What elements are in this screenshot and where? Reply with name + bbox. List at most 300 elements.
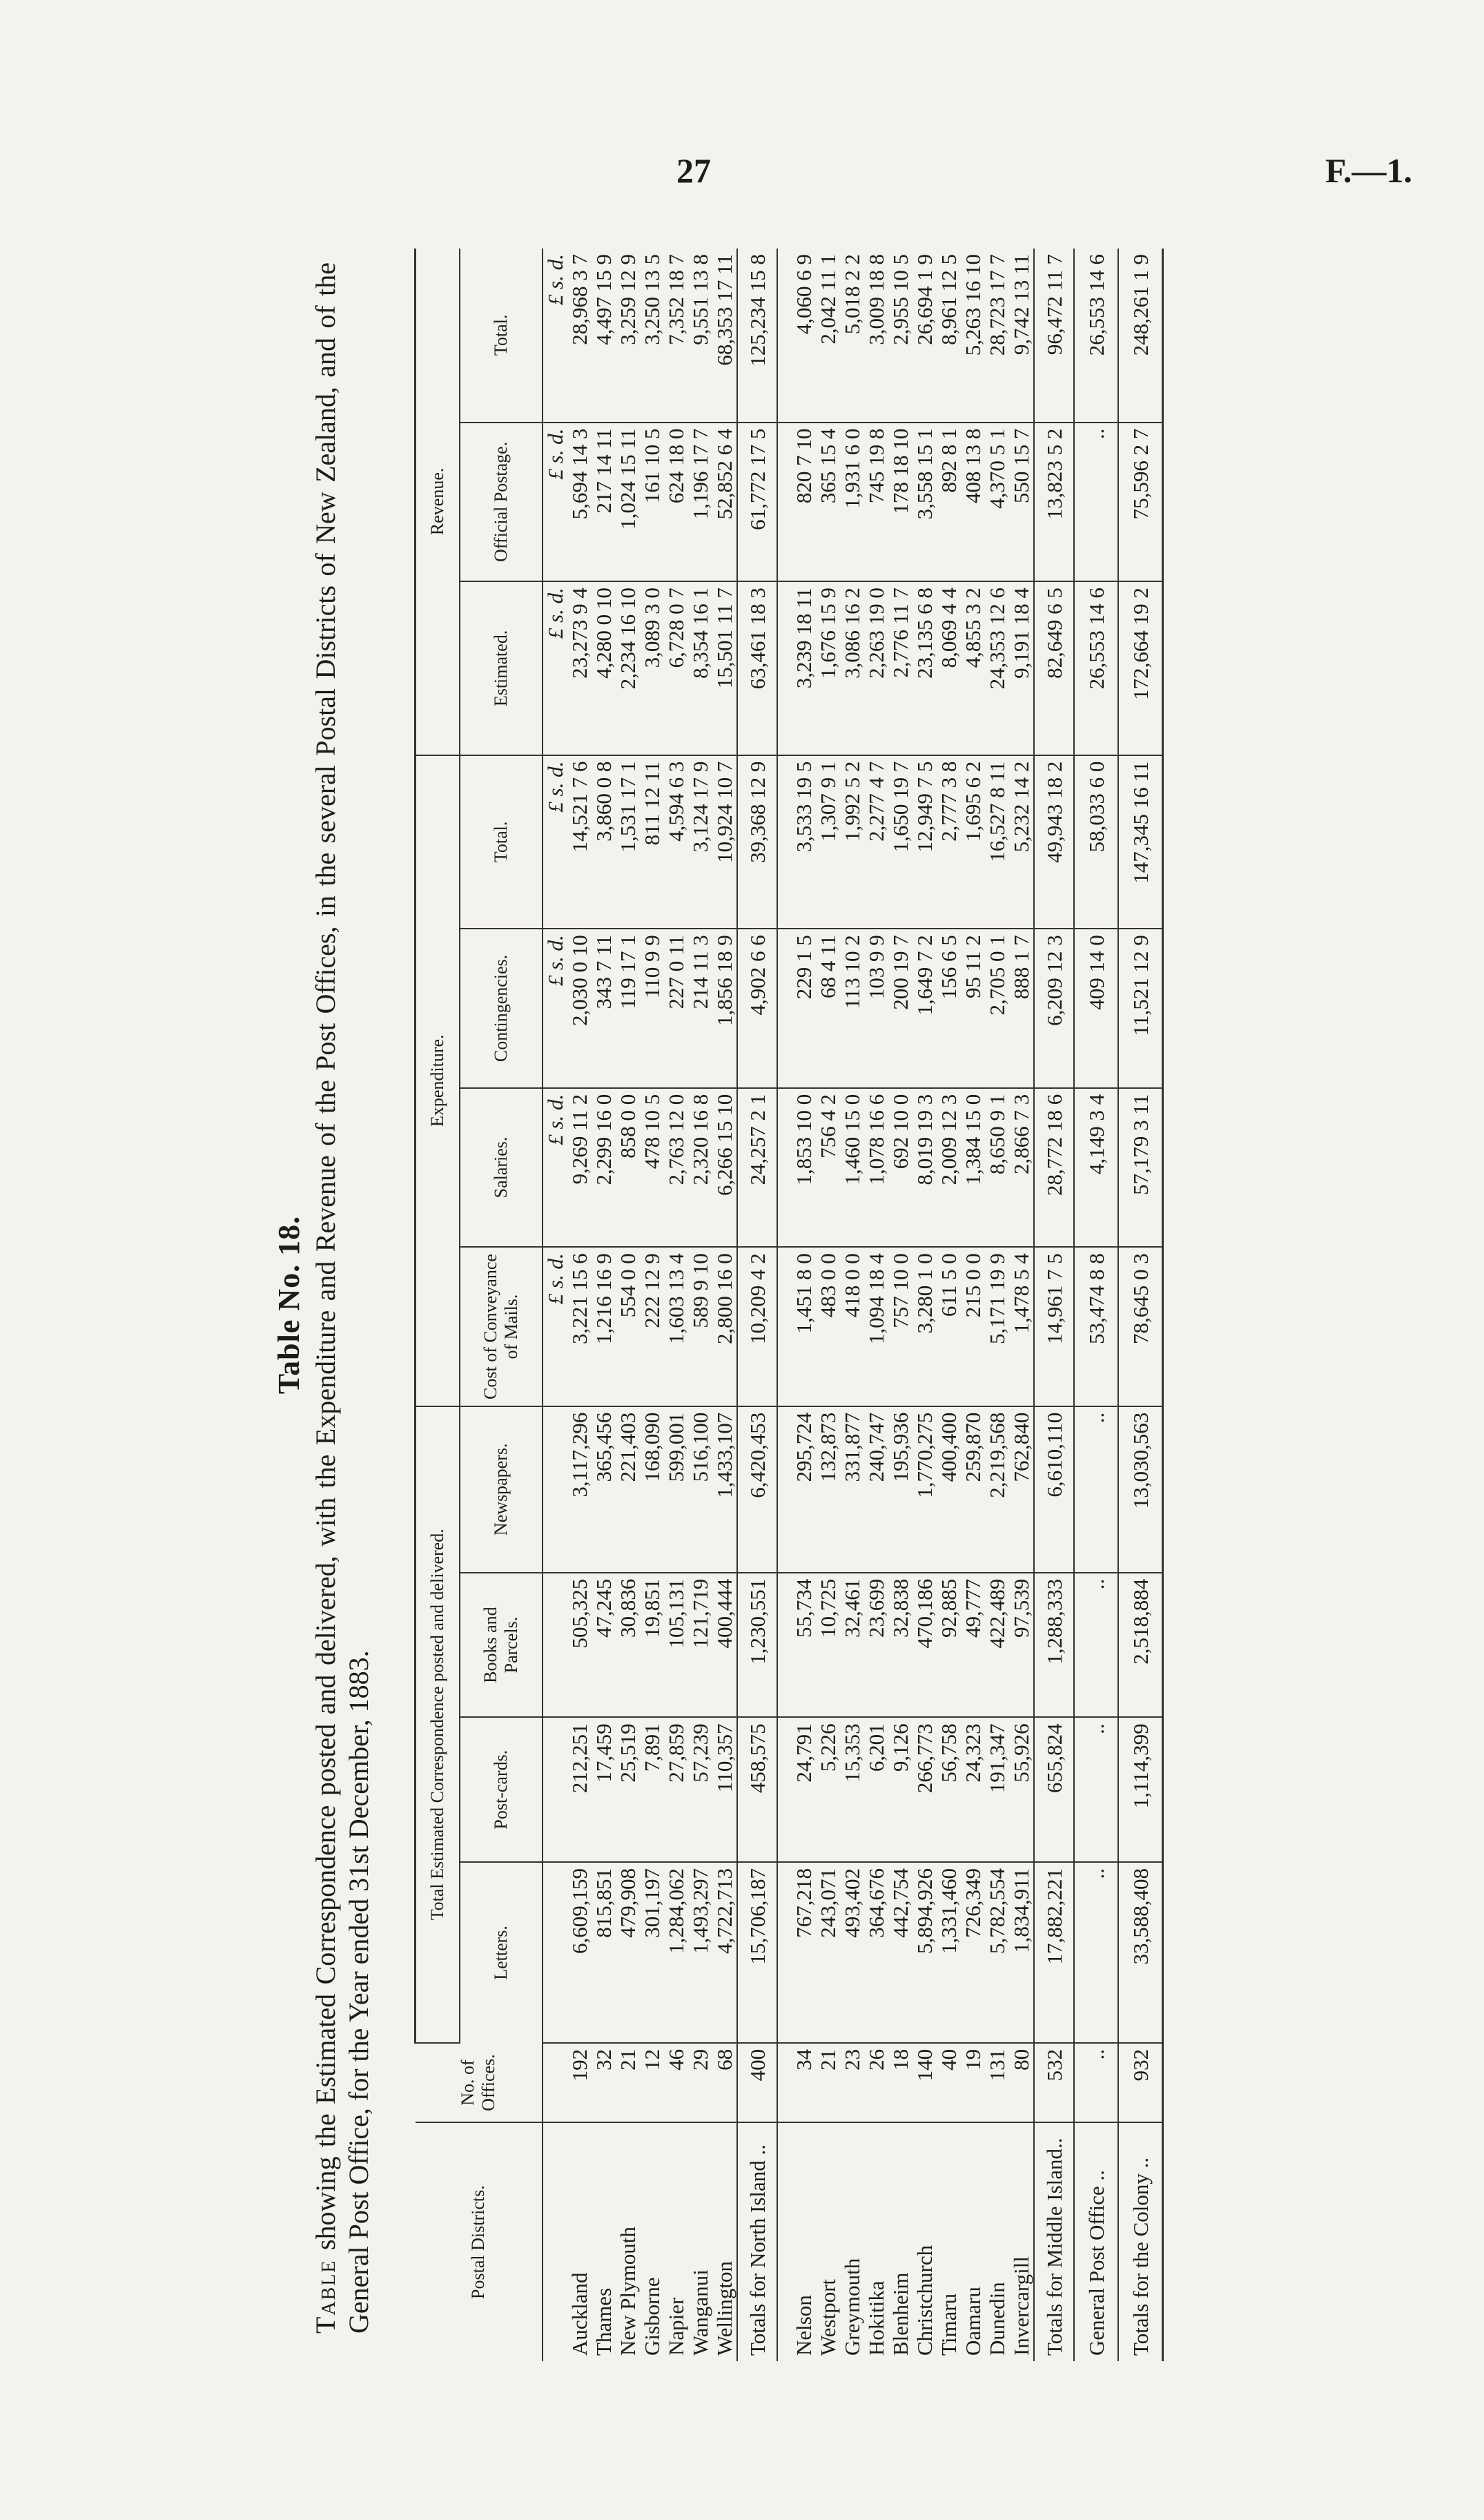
cell-books: 49,777 [961, 1573, 985, 1718]
cell-estimated: 2,776 11 7 [888, 581, 912, 755]
cell-salaries: 8,650 9 1 [985, 1088, 1009, 1248]
cell-contingencies: 6,209 12 3 [1034, 929, 1074, 1088]
cell-conveyance: 1,216 16 9 [592, 1247, 616, 1406]
table-row [961, 249, 985, 2361]
cell-rev-total: 68,353 17 11 [712, 249, 737, 423]
cell-rev-total: 4,060 6 9 [792, 249, 816, 423]
cell-letters: 815,851 [592, 1862, 616, 2043]
cell-district: Timaru [937, 2293, 961, 2356]
cell-salaries: 756 4 2 [816, 1088, 840, 1248]
cell-letters: 243,071 [816, 1862, 840, 2043]
cell-newspapers: .. [1074, 1406, 1118, 1573]
cell-official: 5,694 14 3 [567, 423, 592, 582]
cell-district: Invercargill [1009, 2256, 1033, 2356]
header-group-correspondence: Total Estimated Correspondence posted and delivered. [416, 1406, 460, 2043]
cell-rev-total: 96,472 11 7 [1034, 249, 1074, 423]
cell-official: 365 15 4 [816, 423, 840, 582]
cell-district: Hokitika [864, 2280, 888, 2356]
cell-conveyance: 3,221 15 6 [567, 1247, 592, 1406]
cell-newspapers: 2,219,568 [985, 1406, 1009, 1573]
cell-district: Dunedin [985, 2282, 1009, 2356]
cell-books: 422,489 [985, 1573, 1009, 1718]
header-official: Official Postage. [460, 423, 543, 582]
cell-letters: 364,676 [864, 1862, 888, 2043]
cell-contingencies: 2,030 0 10 [567, 929, 592, 1088]
cell-postcards: 57,239 [688, 1717, 712, 1862]
cell-letters: 5,782,554 [985, 1862, 1009, 2043]
cell-offices: 23 [840, 2043, 864, 2122]
cell-newspapers: 295,724 [792, 1406, 816, 1573]
cell-contingencies: 68 4 11 [816, 929, 840, 1088]
cell-conveyance: 215 0 0 [961, 1247, 985, 1406]
cell-letters: 33,588,408 [1118, 1862, 1163, 2043]
cell-rev-total: 28,968 3 7 [567, 249, 592, 423]
table-row [816, 249, 840, 2361]
cell-newspapers: 3,117,296 [567, 1406, 592, 1573]
cell-official: 4,370 5 1 [985, 423, 1009, 582]
cell-newspapers: 365,456 [592, 1406, 616, 1573]
cell-offices: 34 [792, 2043, 816, 2122]
cell-contingencies: 200 19 7 [888, 929, 912, 1088]
cell-district: Greymouth [840, 2258, 864, 2356]
cell-salaries: 2,320 16 8 [688, 1088, 712, 1248]
rotated-table-block [269, 235, 1180, 2375]
header-postcards: Post-cards. [460, 1717, 543, 1862]
cell-postcards: 17,459 [592, 1717, 616, 1862]
cell-district: Oamaru [961, 2287, 985, 2356]
cell-postcards: 458,575 [737, 1717, 777, 1862]
cell-letters: 726,349 [961, 1862, 985, 2043]
cell-books: 505,325 [567, 1573, 592, 1718]
cell-district: Wanganui [688, 2269, 712, 2356]
cell-postcards: 7,891 [640, 1717, 664, 1862]
header-district: Postal Districts. [416, 2122, 543, 2361]
header-letters: Letters. [460, 1862, 543, 2043]
table-body [567, 249, 1163, 2361]
cell-rev-total: 26,694 1 9 [912, 249, 937, 423]
cell-estimated: 15,501 11 7 [712, 581, 737, 755]
cell-letters: 4,722,713 [712, 1862, 737, 2043]
cell-salaries: 2,866 7 3 [1009, 1088, 1034, 1248]
cell-books: 32,838 [888, 1573, 912, 1718]
cell-conveyance: 5,171 19 9 [985, 1247, 1009, 1406]
cell-district: General Post Office .. [1074, 2122, 1118, 2361]
table-row [937, 249, 961, 2361]
cell-district: Gisborne [640, 2277, 664, 2356]
cell-newspapers: 1,433,107 [712, 1406, 737, 1573]
cell-salaries: 4,149 3 4 [1074, 1088, 1118, 1248]
cell-official: 217 14 11 [592, 423, 616, 582]
cell-conveyance: 10,209 4 2 [737, 1247, 777, 1406]
cell-salaries: 57,179 3 11 [1118, 1088, 1163, 1248]
colony-total-row [1118, 249, 1163, 2361]
cell-offices: 21 [816, 2043, 840, 2122]
cell-postcards: 25,519 [616, 1717, 640, 1862]
cell-newspapers: 6,610,110 [1034, 1406, 1074, 1573]
header-salaries: Salaries. [460, 1088, 543, 1248]
cell-offices: 131 [985, 2043, 1009, 2122]
cell-offices: 18 [888, 2043, 912, 2122]
units-conveyance: £ s. d. [543, 1247, 567, 1406]
cell-conveyance: 1,478 5 4 [1009, 1247, 1034, 1406]
cell-conveyance: 483 0 0 [816, 1247, 840, 1406]
cell-salaries: 478 10 5 [640, 1088, 664, 1248]
cell-postcards: 266,773 [912, 1717, 937, 1862]
cell-exp-total: 58,033 6 0 [1074, 755, 1118, 929]
cell-conveyance: 78,645 0 3 [1118, 1247, 1163, 1406]
cell-district: Auckland [567, 2272, 592, 2356]
cell-estimated: 4,855 3 2 [961, 581, 985, 755]
cell-estimated: 3,089 3 0 [640, 581, 664, 755]
table-row [840, 249, 864, 2361]
cell-postcards: 24,791 [792, 1717, 816, 1862]
cell-rev-total: 9,742 13 11 [1009, 249, 1034, 423]
header-group-expenditure: Expenditure. [416, 755, 460, 1406]
cell-official: 624 18 0 [664, 423, 688, 582]
cell-salaries: 28,772 18 6 [1034, 1088, 1074, 1248]
cell-postcards: 1,114,399 [1118, 1717, 1163, 1862]
cell-district: Totals for Middle Island.. [1034, 2122, 1074, 2361]
cell-books: 23,699 [864, 1573, 888, 1718]
cell-rev-total: 4,497 15 9 [592, 249, 616, 423]
units-exp-total: £ s. d. [543, 755, 567, 929]
cell-estimated: 24,353 12 6 [985, 581, 1009, 755]
cell-estimated: 1,676 15 9 [816, 581, 840, 755]
cell-newspapers: 1,770,275 [912, 1406, 937, 1573]
cell-letters: 1,493,297 [688, 1862, 712, 2043]
cell-exp-total: 12,949 7 5 [912, 755, 937, 929]
cell-estimated: 3,239 18 11 [792, 581, 816, 755]
cell-books: 55,734 [792, 1573, 816, 1718]
cell-offices: 140 [912, 2043, 937, 2122]
cell-letters: 6,609,159 [567, 1862, 592, 2043]
table-row [688, 249, 712, 2361]
cell-rev-total: 2,042 11 1 [816, 249, 840, 423]
cell-letters: 1,284,062 [664, 1862, 688, 2043]
cell-exp-total: 2,777 3 8 [937, 755, 961, 929]
cell-books: .. [1074, 1573, 1118, 1718]
cell-offices: 932 [1118, 2043, 1163, 2122]
cell-offices: 192 [567, 2043, 592, 2122]
cell-postcards: 56,758 [937, 1717, 961, 1862]
cell-exp-total: 1,650 19 7 [888, 755, 912, 929]
cell-contingencies: 156 6 5 [937, 929, 961, 1088]
cell-estimated: 9,191 18 4 [1009, 581, 1034, 755]
cell-salaries: 1,078 16 6 [864, 1088, 888, 1248]
cell-district: Totals for the Colony .. [1118, 2122, 1163, 2361]
cell-newspapers: 132,873 [816, 1406, 840, 1573]
page-number: 27 [676, 151, 711, 190]
cell-official: 61,772 17 5 [737, 423, 777, 582]
cell-letters: 479,908 [616, 1862, 640, 2043]
cell-newspapers: 240,747 [864, 1406, 888, 1573]
cell-rev-total: 248,261 1 9 [1118, 249, 1163, 423]
units-official: £ s. d. [543, 423, 567, 582]
cell-conveyance: 611 5 0 [937, 1247, 961, 1406]
cell-exp-total: 1,695 6 2 [961, 755, 985, 929]
cell-postcards: 191,347 [985, 1717, 1009, 1862]
cell-newspapers: 6,420,453 [737, 1406, 777, 1573]
header-contingencies: Contingencies. [460, 929, 543, 1088]
cell-contingencies: 214 11 3 [688, 929, 712, 1088]
cell-exp-total: 3,860 0 8 [592, 755, 616, 929]
header-newspapers: Newspapers. [460, 1406, 543, 1573]
cell-salaries: 1,384 15 0 [961, 1088, 985, 1248]
cell-conveyance: 554 0 0 [616, 1247, 640, 1406]
cell-estimated: 3,086 16 2 [840, 581, 864, 755]
cell-books: 10,725 [816, 1573, 840, 1718]
table-row [712, 249, 737, 2361]
cell-official: 1,931 6 0 [840, 423, 864, 582]
cell-contingencies: 1,856 18 9 [712, 929, 737, 1088]
cell-letters: 493,402 [840, 1862, 864, 2043]
header-exp-total: Total. [460, 755, 543, 929]
cell-newspapers: 599,001 [664, 1406, 688, 1573]
cell-books: 97,539 [1009, 1573, 1034, 1718]
cell-exp-total: 3,533 19 5 [792, 755, 816, 929]
cell-postcards: 5,226 [816, 1717, 840, 1862]
cell-conveyance: 757 10 0 [888, 1247, 912, 1406]
cell-rev-total: 28,723 17 7 [985, 249, 1009, 423]
cell-contingencies: 227 0 11 [664, 929, 688, 1088]
cell-contingencies: 103 9 9 [864, 929, 888, 1088]
cell-district: Westport [816, 2278, 840, 2356]
cell-postcards: 6,201 [864, 1717, 888, 1862]
cell-estimated: 26,553 14 6 [1074, 581, 1118, 755]
cell-exp-total: 3,124 17 9 [688, 755, 712, 929]
cell-postcards: .. [1074, 1717, 1118, 1862]
units-salaries: £ s. d. [543, 1088, 567, 1248]
cell-offices: 68 [712, 2043, 737, 2122]
table-row [640, 249, 664, 2361]
cell-district: Wellington [712, 2261, 736, 2356]
cell-official: 13,823 5 2 [1034, 423, 1074, 582]
cell-offices: 21 [616, 2043, 640, 2122]
header-offices: No. of Offices. [416, 2043, 543, 2122]
cell-exp-total: 49,943 18 2 [1034, 755, 1074, 929]
cell-books: 32,461 [840, 1573, 864, 1718]
cell-district: Napier [664, 2297, 688, 2356]
cell-newspapers: 13,030,563 [1118, 1406, 1163, 1573]
header-estimated: Estimated. [460, 581, 543, 755]
cell-exp-total: 811 12 11 [640, 755, 664, 929]
cell-official: 75,596 2 7 [1118, 423, 1163, 582]
cell-rev-total: 3,250 13 5 [640, 249, 664, 423]
cell-books: 470,186 [912, 1573, 937, 1718]
cell-exp-total: 14,521 7 6 [567, 755, 592, 929]
cell-offices: 46 [664, 2043, 688, 2122]
cell-postcards: 655,824 [1034, 1717, 1074, 1862]
cell-rev-total: 5,263 16 10 [961, 249, 985, 423]
cell-conveyance: 14,961 7 5 [1034, 1247, 1074, 1406]
cell-books: 121,719 [688, 1573, 712, 1718]
cell-postcards: 27,859 [664, 1717, 688, 1862]
cell-official: .. [1074, 423, 1118, 582]
cell-contingencies: 229 1 5 [792, 929, 816, 1088]
cell-district: Blenheim [888, 2272, 912, 2356]
cell-exp-total: 2,277 4 7 [864, 755, 888, 929]
cell-district: Christchurch [912, 2245, 937, 2356]
table-row [864, 249, 888, 2361]
cell-postcards: 9,126 [888, 1717, 912, 1862]
header-conveyance: Cost of Conveyance of Mails. [460, 1247, 543, 1406]
general-post-office-row [1074, 249, 1118, 2361]
cell-exp-total: 5,232 14 2 [1009, 755, 1034, 929]
table-row [1009, 249, 1034, 2361]
middle-island-total-row [1034, 249, 1074, 2361]
cell-rev-total: 8,961 12 5 [937, 249, 961, 423]
cell-estimated: 63,461 18 3 [737, 581, 777, 755]
cell-books: 30,836 [616, 1573, 640, 1718]
cell-official: 1,196 17 7 [688, 423, 712, 582]
units-rev-total: £ s. d. [543, 249, 567, 423]
header-rev-total: Total. [460, 249, 543, 423]
cell-newspapers: 221,403 [616, 1406, 640, 1573]
cell-contingencies: 110 9 9 [640, 929, 664, 1088]
cell-official: 745 19 8 [864, 423, 888, 582]
cell-contingencies: 119 17 1 [616, 929, 640, 1088]
cell-letters: 15,706,187 [737, 1862, 777, 2043]
cell-letters: .. [1074, 1862, 1118, 2043]
cell-official: 52,852 6 4 [712, 423, 737, 582]
cell-exp-total: 1,307 9 1 [816, 755, 840, 929]
series-code: F.—1. [1325, 151, 1412, 190]
cell-estimated: 82,649 6 5 [1034, 581, 1074, 755]
cell-postcards: 55,926 [1009, 1717, 1034, 1862]
cell-contingencies: 4,902 6 6 [737, 929, 777, 1088]
table-row [912, 249, 937, 2361]
cell-estimated: 8,354 16 1 [688, 581, 712, 755]
cell-contingencies: 113 10 2 [840, 929, 864, 1088]
cell-rev-total: 125,234 15 8 [737, 249, 777, 423]
cell-postcards: 212,251 [567, 1717, 592, 1862]
cell-books: 47,245 [592, 1573, 616, 1718]
table-row [664, 249, 688, 2361]
table-row [592, 249, 616, 2361]
cell-offices: 400 [737, 2043, 777, 2122]
cell-estimated: 172,664 19 2 [1118, 581, 1163, 755]
caption-text: showing the Estimated Correspondence posted and delivered, with the Expenditure and Revenue of the Post Offices, in the several Postal Districts of New Zealand, and of the General Post Office, for the Year ended 31st December, 1883. [310, 262, 374, 2334]
cell-books: 400,444 [712, 1573, 737, 1718]
cell-rev-total: 3,009 18 8 [864, 249, 888, 423]
cell-conveyance: 1,094 18 4 [864, 1247, 888, 1406]
cell-estimated: 2,234 16 10 [616, 581, 640, 755]
cell-official: 408 13 8 [961, 423, 985, 582]
cell-offices: 40 [937, 2043, 961, 2122]
cell-offices: 80 [1009, 2043, 1034, 2122]
cell-district: Thames [592, 2287, 616, 2356]
cell-exp-total: 4,594 6 3 [664, 755, 688, 929]
cell-district: Nelson [792, 2295, 816, 2356]
cell-offices: 32 [592, 2043, 616, 2122]
cell-district: New Plymouth [616, 2227, 640, 2356]
cell-conveyance: 418 0 0 [840, 1247, 864, 1406]
north-island-total-row [737, 249, 777, 2361]
cell-books: 2,518,884 [1118, 1573, 1163, 1718]
cell-conveyance: 222 12 9 [640, 1247, 664, 1406]
cell-exp-total: 1,992 5 2 [840, 755, 864, 929]
cell-postcards: 24,323 [961, 1717, 985, 1862]
cell-salaries: 1,853 10 0 [792, 1088, 816, 1248]
cell-letters: 767,218 [792, 1862, 816, 2043]
cell-books: 1,288,333 [1034, 1573, 1074, 1718]
table-title: Table No. 18. [272, 1215, 306, 1395]
cell-official: 550 15 7 [1009, 423, 1034, 582]
cell-contingencies: 409 14 0 [1074, 929, 1118, 1088]
cell-books: 92,885 [937, 1573, 961, 1718]
table-row [888, 249, 912, 2361]
cell-contingencies: 1,649 7 2 [912, 929, 937, 1088]
cell-official: 820 7 10 [792, 423, 816, 582]
cell-exp-total: 1,531 17 1 [616, 755, 640, 929]
cell-official: 178 18 10 [888, 423, 912, 582]
cell-salaries: 1,460 15 0 [840, 1088, 864, 1248]
cell-letters: 5,894,926 [912, 1862, 937, 2043]
cell-salaries: 2,009 12 3 [937, 1088, 961, 1248]
cell-newspapers: 195,936 [888, 1406, 912, 1573]
header-books: Books and Parcels. [460, 1573, 543, 1718]
cell-conveyance: 53,474 8 8 [1074, 1247, 1118, 1406]
cell-salaries: 9,269 11 2 [567, 1088, 592, 1248]
cell-offices: 12 [640, 2043, 664, 2122]
cell-conveyance: 1,451 8 0 [792, 1247, 816, 1406]
cell-letters: 301,197 [640, 1862, 664, 2043]
cell-rev-total: 5,018 2 2 [840, 249, 864, 423]
caption-lead: Table [310, 2259, 341, 2334]
cell-newspapers: 168,090 [640, 1406, 664, 1573]
units-contingencies: £ s. d. [543, 929, 567, 1088]
cell-estimated: 23,135 6 8 [912, 581, 937, 755]
cell-letters: 1,834,911 [1009, 1862, 1034, 2043]
cell-official: 161 10 5 [640, 423, 664, 582]
cell-offices: 532 [1034, 2043, 1074, 2122]
cell-contingencies: 2,705 0 1 [985, 929, 1009, 1088]
cell-district: Totals for North Island .. [737, 2122, 777, 2361]
cell-exp-total: 10,924 10 7 [712, 755, 737, 929]
cell-exp-total: 147,345 16 11 [1118, 755, 1163, 929]
table-row [567, 249, 592, 2361]
cell-rev-total: 7,352 18 7 [664, 249, 688, 423]
cell-letters: 17,882,221 [1034, 1862, 1074, 2043]
cell-newspapers: 516,100 [688, 1406, 712, 1573]
cell-estimated: 4,280 0 10 [592, 581, 616, 755]
cell-official: 3,558 15 1 [912, 423, 937, 582]
cell-estimated: 2,263 19 0 [864, 581, 888, 755]
cell-rev-total: 3,259 12 9 [616, 249, 640, 423]
cell-postcards: 110,357 [712, 1717, 737, 1862]
cell-newspapers: 331,877 [840, 1406, 864, 1573]
cell-letters: 1,331,460 [937, 1862, 961, 2043]
cell-offices: 26 [864, 2043, 888, 2122]
cell-official: 892 8 1 [937, 423, 961, 582]
cell-estimated: 8,069 4 4 [937, 581, 961, 755]
cell-postcards: 15,353 [840, 1717, 864, 1862]
cell-rev-total: 26,553 14 6 [1074, 249, 1118, 423]
cell-offices: 29 [688, 2043, 712, 2122]
spacer-row [777, 249, 792, 2361]
post-office-table [414, 249, 1164, 2361]
cell-contingencies: 343 7 11 [592, 929, 616, 1088]
cell-estimated: 6,728 0 7 [664, 581, 688, 755]
units-row [543, 249, 567, 2361]
cell-exp-total: 39,368 12 9 [737, 755, 777, 929]
header-group-revenue: Revenue. [416, 249, 460, 755]
cell-salaries: 2,299 16 0 [592, 1088, 616, 1248]
cell-conveyance: 3,280 1 0 [912, 1247, 937, 1406]
cell-salaries: 692 10 0 [888, 1088, 912, 1248]
cell-books: 19,851 [640, 1573, 664, 1718]
cell-contingencies: 95 11 2 [961, 929, 985, 1088]
